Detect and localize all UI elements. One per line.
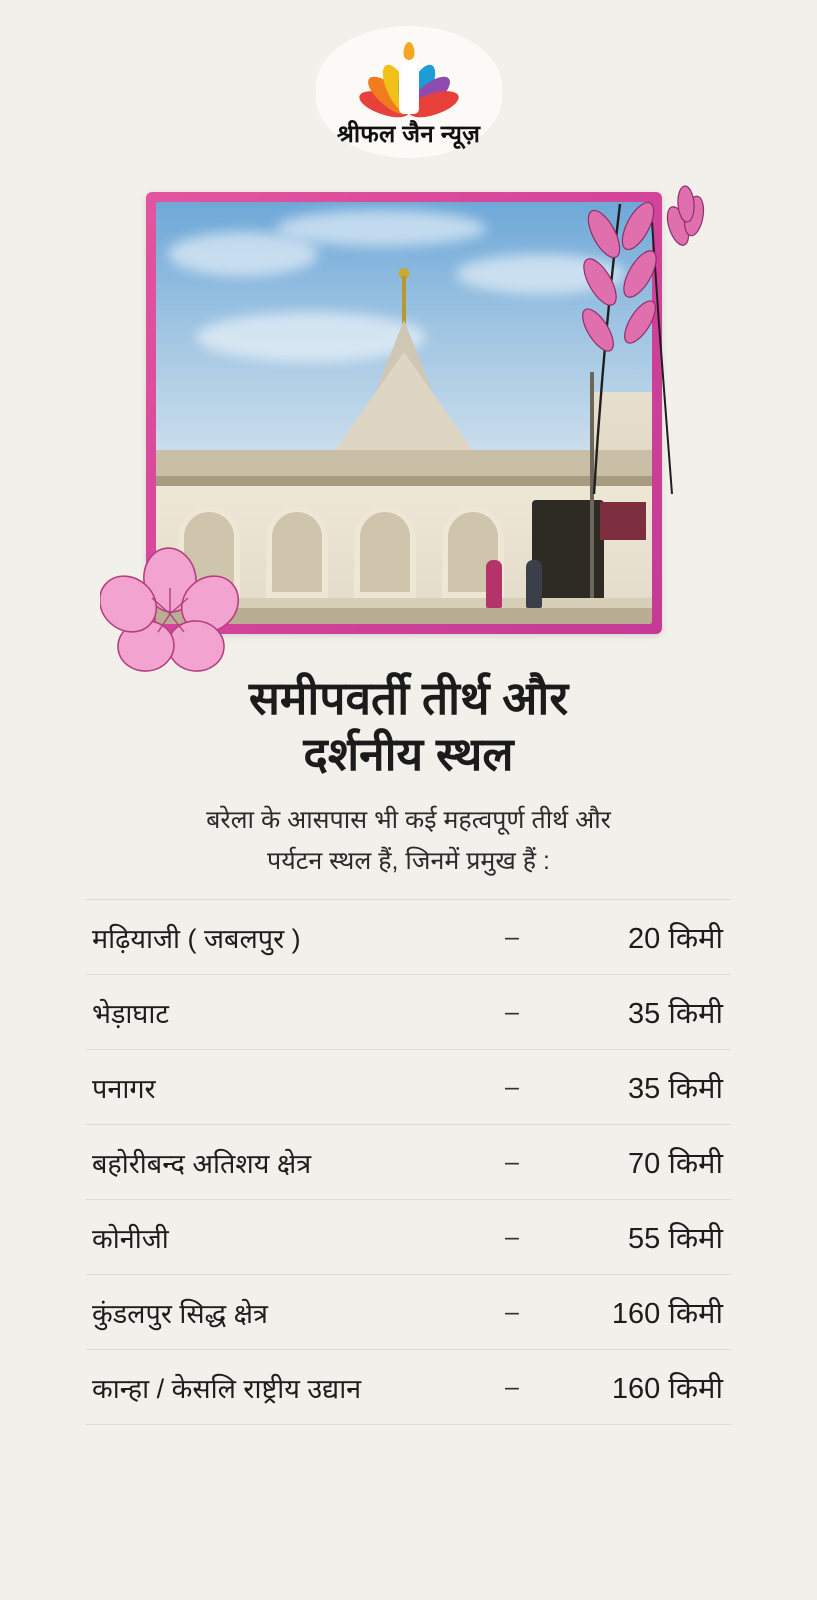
page-subtitle-line-1: बरेला के आसपास भी कई महत्वपूर्ण तीर्थ और [206,806,611,835]
list-item [86,1350,731,1425]
wall-sign [600,502,646,540]
places-list [86,899,731,1425]
person [526,560,542,608]
separator-dash: – [505,997,519,1026]
place-name: कान्हा / केसलि राष्ट्रीय उद्यान [92,1373,362,1404]
pole [590,372,594,622]
temple-roof-edge [156,476,652,486]
place-distance: 70 किमी [628,1147,723,1180]
list-item [86,899,731,975]
list-item [86,1200,731,1275]
brand-name: श्रीफल जैन न्यूज़ [336,121,481,148]
page-title-line-2: दर्शनीय स्थल [303,728,514,781]
place-name: बहोरीबन्द अतिशय क्षेत्र [92,1148,312,1179]
page-title-line-1: समीपवर्ती तीर्थ और [248,672,569,724]
ground [156,608,652,624]
page-title [0,670,817,782]
place-distance: 35 किमी [628,997,723,1030]
photo-frame [146,192,662,634]
photo-area [0,164,817,664]
logo-petals [334,40,484,112]
separator-dash: – [505,1372,519,1401]
spire-pole [402,276,406,324]
separator-dash: – [505,1072,519,1101]
arch [354,506,416,598]
separator-dash: – [505,1297,519,1326]
place-distance: 55 किमी [628,1222,723,1255]
list-item [86,1125,731,1200]
brand-logo-area [0,0,817,158]
page-subtitle [109,800,709,881]
place-name: भेड़ाघाट [92,998,169,1029]
list-item [86,1050,731,1125]
person [486,560,502,608]
page-subtitle-line-2: पर्यटन स्थल हैं, जिनमें प्रमुख हैं : [267,846,550,875]
list-item [86,975,731,1050]
place-distance: 160 किमी [611,1372,723,1405]
arch [178,506,240,598]
place-name: मढ़ियाजी ( जबलपुर ) [92,923,301,954]
separator-dash: – [505,1222,519,1251]
place-distance: 20 किमी [628,922,723,955]
platform-ledge [156,598,652,608]
temple-roof [156,450,652,476]
separator-dash: – [505,1147,519,1176]
jain-temple-photo [156,202,652,624]
temple-shikhar-lower [334,352,474,452]
place-distance: 160 किमी [611,1297,723,1330]
cloud [276,210,486,246]
cloud [456,254,626,294]
flame-icon [403,42,414,60]
place-distance: 35 किमी [628,1072,723,1105]
lotus-lamp-logo [316,26,502,158]
place-name: कुंडलपुर सिद्ध क्षेत्र [92,1298,268,1329]
lamp-icon [401,56,417,112]
list-item [86,1275,731,1350]
place-name: कोनीजी [92,1223,169,1254]
separator-dash: – [505,922,519,951]
arch [266,506,328,598]
place-name: पनागर [92,1073,156,1104]
